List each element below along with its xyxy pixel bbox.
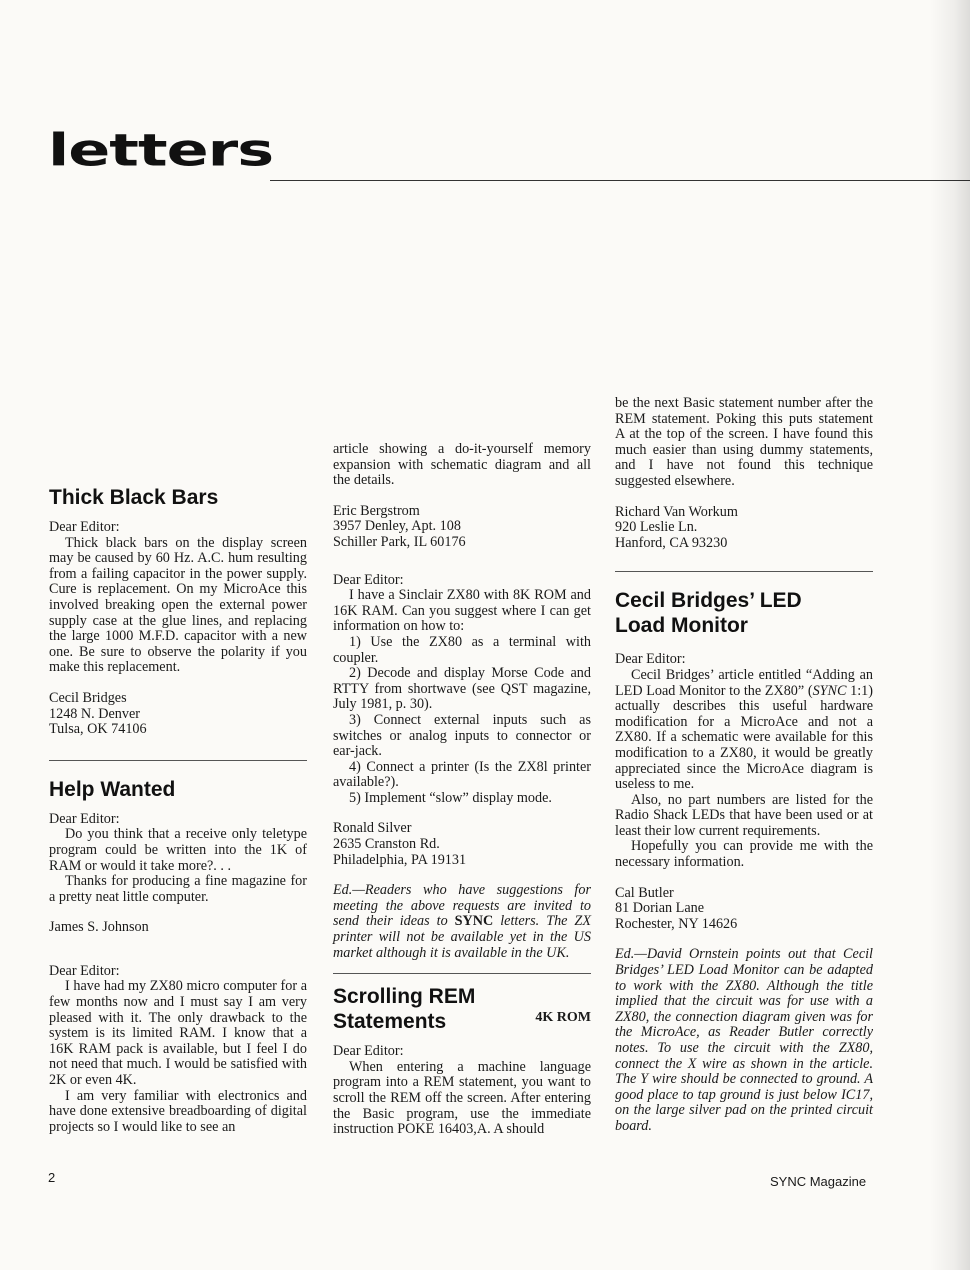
list-item: 2) Decode and display Morse Code and RTTY from shortwave (see QST magazine, July 1981, p. 30). [333, 665, 591, 713]
signature-city: Tulsa, OK 74106 [49, 721, 147, 738]
heading-statements: Statements [333, 1010, 447, 1034]
letter-body: be the next Basic statement number after the REM statement. Poking this puts statement A at the top of the screen. I have found this much easier than using dummy statements, and I have not found this technique suggested elsewhere. [615, 395, 873, 489]
editor-note [333, 883, 591, 961]
salutation: Dear Editor: [333, 1043, 404, 1060]
letter-body: Also, no part numbers are listed for the Radio Shack LEDs that have been used or at least their low current requirements. [615, 791, 873, 839]
heading-help-wanted: Help Wanted [49, 777, 176, 801]
letter-body: I am very familiar with electronics and have done extensive breadboarding of digital projects so I would like to see an [49, 1087, 307, 1135]
signature-name: Cecil Bridges [49, 689, 127, 706]
list-item: 4) Connect a printer (Is the ZX8l printer available?). [333, 758, 591, 791]
footer-magazine-name: SYNC Magazine [770, 1174, 867, 1189]
letter-body: article showing a do-it-yourself memory expansion with schematic diagram and all the details. [333, 441, 591, 489]
letter-body [615, 668, 873, 793]
column-2 [333, 442, 591, 1138]
masthead: letters [48, 123, 274, 177]
letter-body: Hopefully you can provide me with the necessary information. [615, 838, 873, 871]
letter-body: I have a Sinclair ZX80 with 8K ROM and 16K RAM. Can you suggest where I can get information on how to: [333, 587, 591, 635]
salutation: Dear Editor: [49, 519, 120, 535]
editor-note-text: letters. The ZX printer will not be available yet in the US market although it is available in the UK. [333, 913, 591, 961]
signature-name: Cal Butler [615, 884, 674, 901]
signature-city: Philadelphia, PA 19131 [333, 851, 467, 868]
signature-name: Ronald Silver [333, 820, 412, 837]
list-item: 5) Implement “slow” display mode. [349, 789, 552, 806]
list-item: 3) Connect external inputs such as switches or analog inputs to connector or ear-jack. [333, 711, 591, 760]
signature-name: Richard Van Workum [615, 503, 738, 520]
heading-led-load-monitor: Cecil Bridges’ LED [615, 589, 802, 613]
signature-city: Schiller Park, IL 60176 [333, 533, 466, 550]
editor-note-magazine: SYNC [454, 913, 494, 930]
letter-text: Cecil Bridges’ article entitled “Adding an LED Load Monitor to the ZX80” ( [615, 666, 873, 699]
letter-body: Thick black bars on the display screen may be caused by 60 Hz. A.C. hum resulting from a failing capacitor in the power supply. Cure is replacement. On my MicroAce this involved breaking open the external power supply case at the glue lines, and replacing the large 1000 M.F.D. capacitor with a new one. Be sure to observe the polarity if you make this replacement. [49, 534, 307, 676]
heading-scrolling-rem: Scrolling REM [333, 985, 476, 1009]
magazine-name: SYNC [812, 682, 847, 699]
signature-name: James S. Johnson [49, 919, 149, 936]
salutation: Dear Editor: [49, 962, 120, 979]
signature-address: 3957 Denley, Apt. 108 [333, 518, 461, 535]
rom-tag: 4K ROM [535, 1010, 591, 1026]
editor-note-text: Ed.—Readers who have suggestions for meeting the above requests are invited to send their ideas to [333, 882, 591, 930]
letter-body: I have had my ZX80 micro computer for a few months now and I must say I am very pleased with it. The only drawback to the system is its limited RAM. I know that a 16K RAM pack is available, but I feel I do not need that much. I would be satisfied with 2K or even 4K. [49, 978, 307, 1089]
list-item: 1) Use the ZX80 as a terminal with coupler. [333, 633, 591, 666]
letter-body: Thanks for producing a fine magazine for a pretty neat little computer. [49, 873, 307, 905]
salutation: Dear Editor: [49, 810, 120, 827]
signature-city: Hanford, CA 93230 [615, 534, 728, 551]
signature-address: 1248 N. Denver [49, 705, 141, 722]
letter-text: 1:1) actually describes this useful hardware modification for a MicroAce and not a ZX80. If a schematic were available for this modification to a ZX80, it would be greatly appreciated since the MicroAce diagram is useless to me. [615, 682, 873, 793]
editor-note: Ed.—David Ornstein points out that Cecil Bridges’ LED Load Monitor can be adapted to work with the ZX80. Although the title implied that the circuit was for use with a ZX80, the connection diagram given was for the MicroAce, as Reader Butler correctly notes. To use the circuit with the ZX80, connect the X wire as shown in the article. The Y wire should be connected to ground. A good place to tap ground is just below IC17, on the large silver pad on the printed circuit board. [615, 946, 873, 1134]
signature-address: 920 Leslie Ln. [615, 519, 698, 536]
column-1 [49, 485, 307, 1135]
page-edge-shadow [930, 0, 970, 1270]
letter-body: Do you think that a receive only teletype program could be written into the 1K of RAM or would it take more?. . . [49, 826, 307, 874]
page-number: 2 [48, 1170, 56, 1185]
signature-address: 81 Dorian Lane [615, 900, 705, 917]
heading-thick-black-bars: Thick Black Bars [49, 486, 219, 509]
signature-name: Eric Bergstrom [333, 502, 420, 519]
salutation: Dear Editor: [615, 651, 686, 668]
heading-led-load-monitor-2: Load Monitor [615, 614, 748, 638]
salutation: Dear Editor: [333, 571, 404, 588]
signature-city: Rochester, NY 14626 [615, 915, 738, 932]
column-3 [615, 396, 873, 1135]
signature-address: 2635 Cranston Rd. [333, 836, 440, 853]
letter-body: When entering a machine language program into a REM statement, you want to scroll the REM off the screen. After entering the Basic program, use the immediate instruction POKE 16403,A. A should [333, 1058, 591, 1138]
masthead-rule [270, 180, 970, 181]
